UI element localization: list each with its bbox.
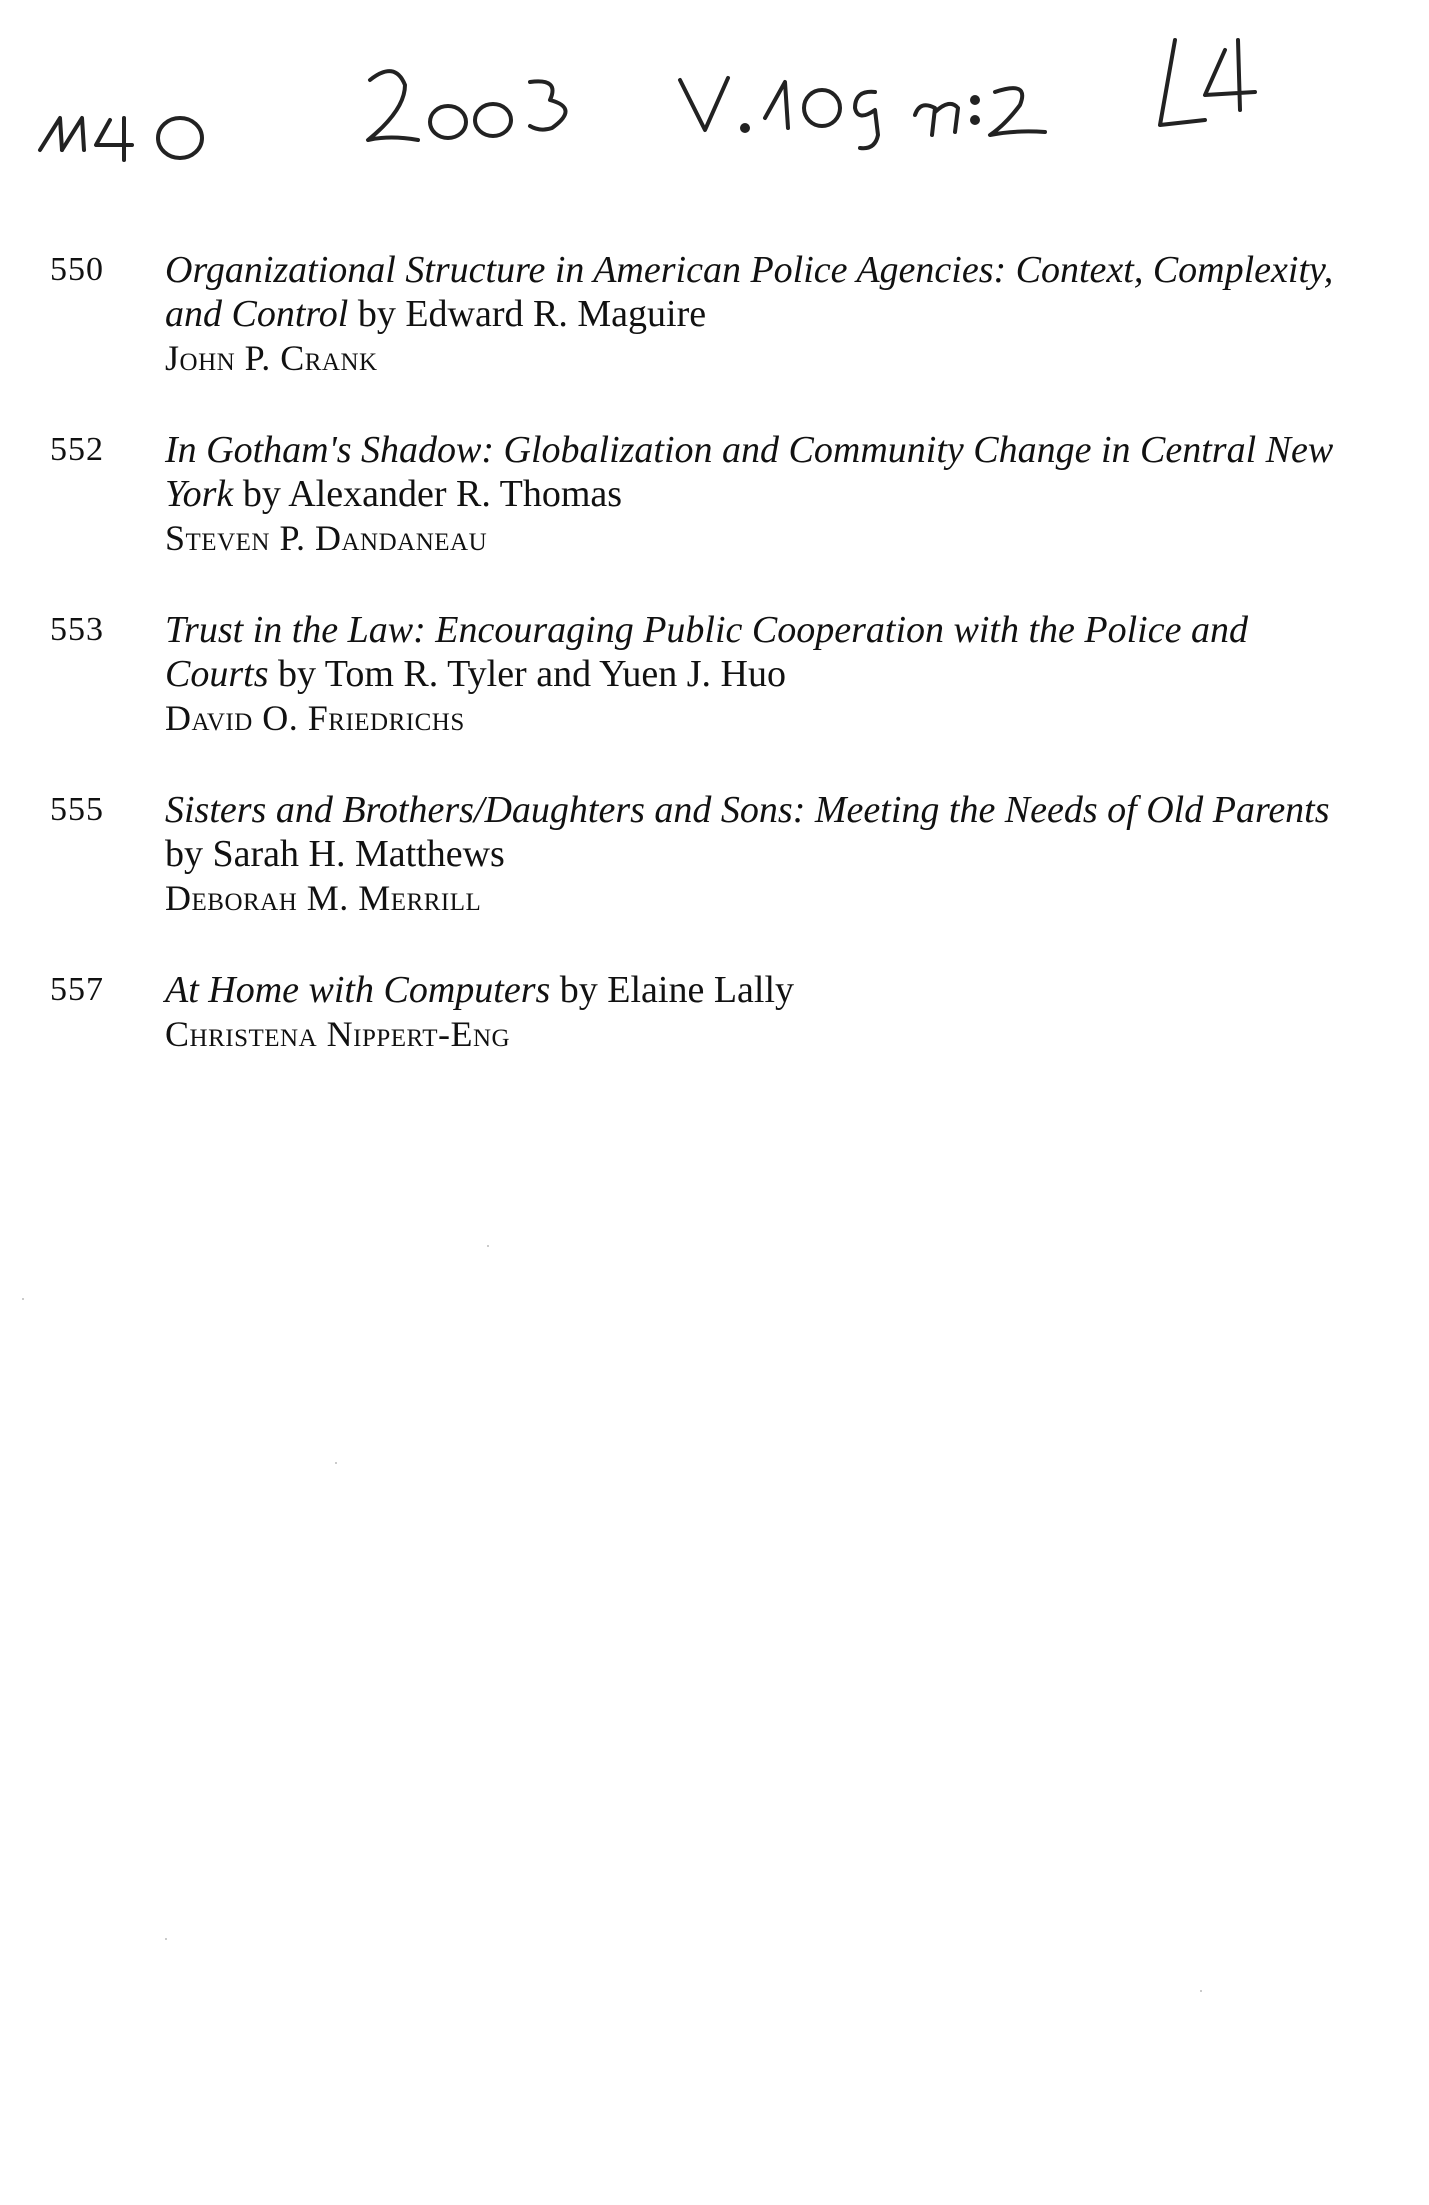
scan-speck bbox=[1200, 1990, 1202, 1992]
page-number: 555 bbox=[50, 791, 104, 828]
book-title: Trust in the Law: Encouraging Public Cooperation with the Police and Courts bbox=[165, 609, 1248, 695]
page-number: 552 bbox=[50, 431, 104, 468]
review-body bbox=[165, 608, 1350, 740]
reviewer-name: David O. Friedrichs bbox=[165, 698, 465, 738]
book-title: Sisters and Brothers/Daughters and Sons: Meeting the Needs of Old Parents bbox=[165, 789, 1330, 831]
page-number: 550 bbox=[50, 251, 104, 288]
book-byline: by Elaine Lally bbox=[559, 969, 795, 1011]
review-entry bbox=[50, 248, 1350, 380]
reviewer-name: Christena Nippert-Eng bbox=[165, 1014, 511, 1054]
scan-speck bbox=[165, 1938, 167, 1940]
handwritten-note bbox=[0, 0, 1429, 190]
book-byline: by Edward R. Maguire bbox=[357, 293, 707, 335]
scan-speck bbox=[22, 1298, 24, 1300]
review-entry bbox=[50, 608, 1350, 740]
review-entry bbox=[50, 428, 1350, 560]
book-title: In Gotham's Shadow: Globalization and Community Change in Central New York bbox=[165, 429, 1334, 515]
book-byline: by Alexander R. Thomas bbox=[242, 473, 623, 515]
page-number: 557 bbox=[50, 971, 104, 1008]
reviewer-name: John P. Crank bbox=[165, 338, 378, 378]
review-body bbox=[165, 248, 1350, 380]
book-title: At Home with Computers bbox=[165, 969, 551, 1011]
review-body bbox=[165, 788, 1350, 920]
review-body bbox=[165, 428, 1350, 560]
book-byline: by Tom R. Tyler and Yuen J. Huo bbox=[277, 653, 786, 695]
scan-speck bbox=[335, 1462, 337, 1464]
page-number: 553 bbox=[50, 611, 104, 648]
handwriting-drawing bbox=[0, 0, 1429, 190]
reviewer-name: Steven P. Dandaneau bbox=[165, 518, 488, 558]
scan-speck bbox=[487, 1245, 489, 1247]
review-entry bbox=[50, 968, 1350, 1056]
review-list bbox=[50, 248, 1350, 1104]
reviewer-name: Deborah M. Merrill bbox=[165, 878, 482, 918]
book-title: Organizational Structure in American Police Agencies: Context, Complexity, and Control bbox=[165, 249, 1334, 335]
review-entry bbox=[50, 788, 1350, 920]
review-body bbox=[165, 968, 1350, 1056]
book-byline: by Sarah H. Matthews bbox=[165, 833, 505, 875]
